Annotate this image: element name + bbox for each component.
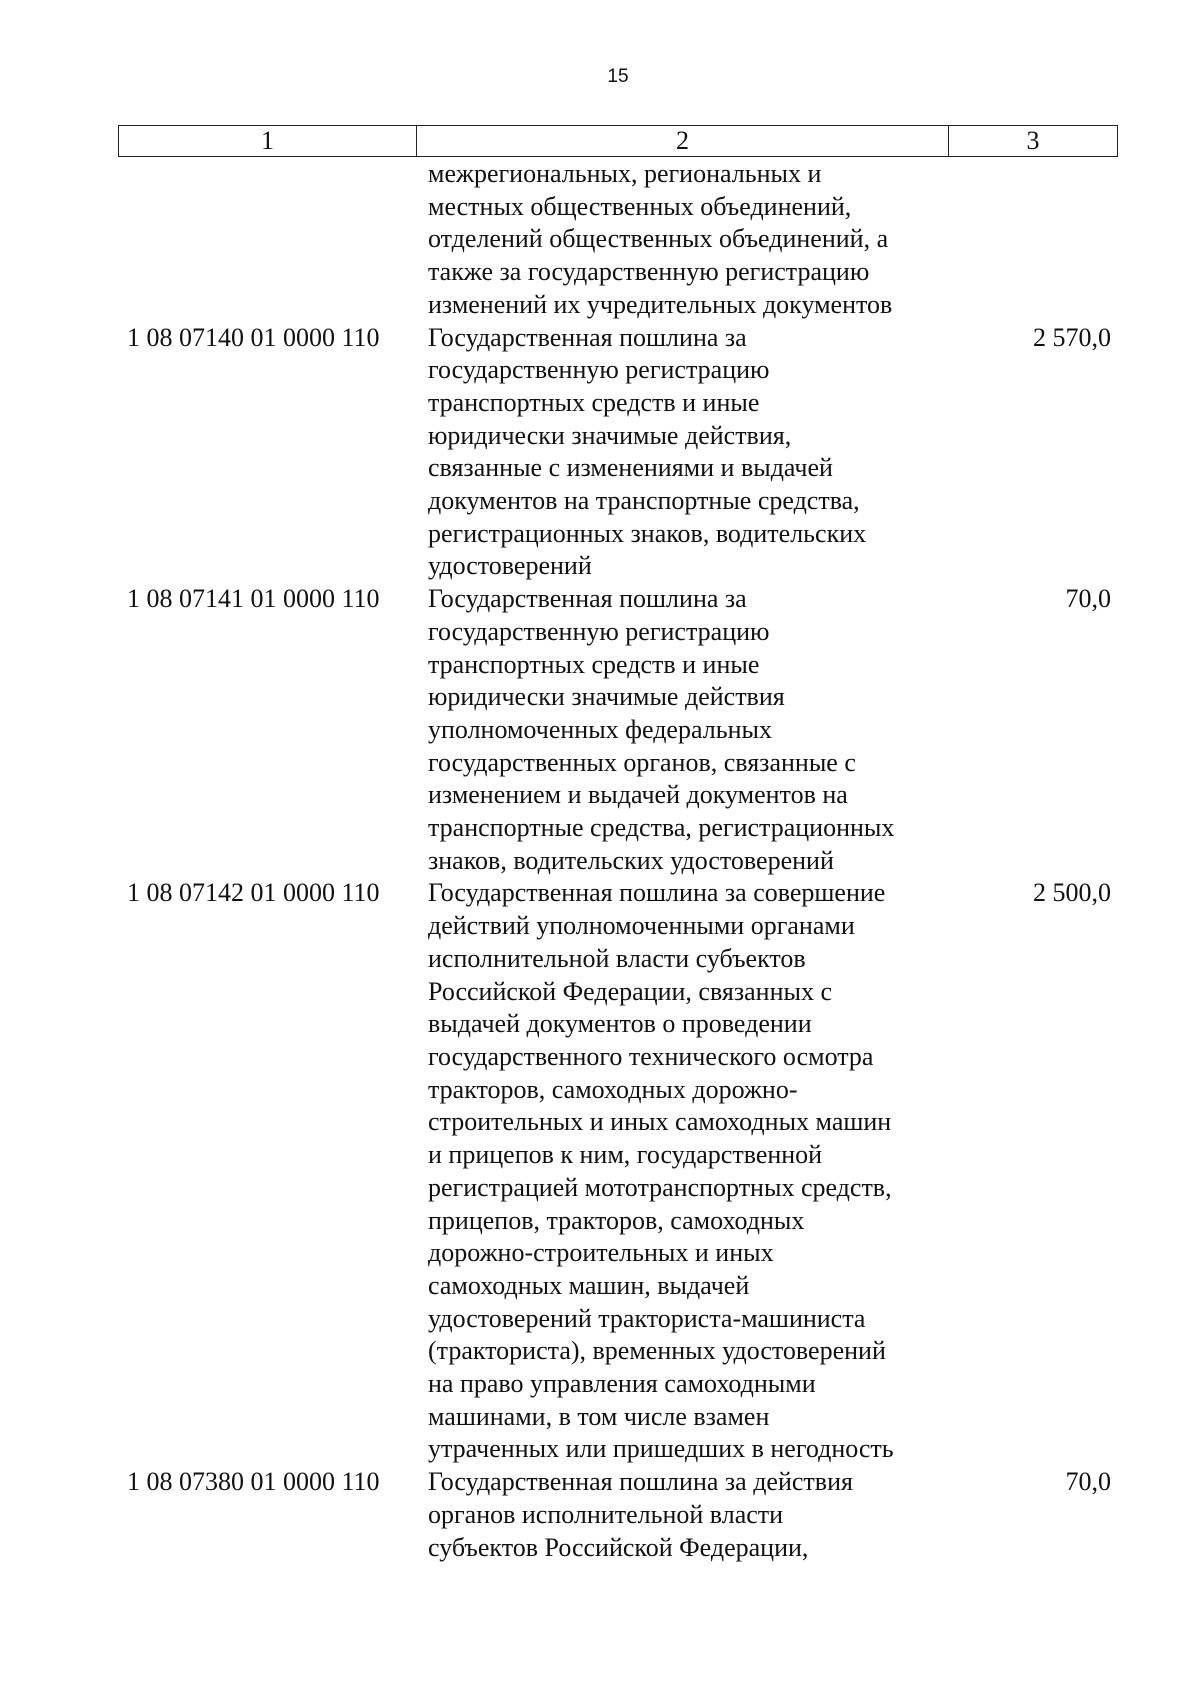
row-description: Государственная пошлина за государственную регистрацию транспортных средств и иные юридически значимые действия, связанные с изменениями и выдачей документов на транспортные средства, регистрационных знаков, водительских удостоверений [428, 322, 867, 581]
table-header [118, 125, 1118, 157]
row-description: Государственная пошлина за совершение действий уполномоченными органами исполнительной власти субъектов Российской Федерации, связанных с выдачей документов о проведении государственного технического осмотра тракторов, самоходных дорожно- строительных и иных самоходных машин и прицепов к ним, государственной регистрацией мототранспортных средств, прицепов, тракторов, самоходных дорожно-строительных и иных самоходных машин, выдачей удостоверений тракториста-машиниста (тракториста), временных удостоверений на право управления самоходными машинами, в том числе взамен утраченных или пришедших в негодность [428, 878, 894, 1464]
table-row [0, 877, 1200, 1466]
header-col-2: 2 [417, 126, 949, 156]
table-body [0, 158, 1200, 1564]
table-row [0, 583, 1200, 877]
row-code: 1 08 07142 01 0000 110 [127, 878, 380, 908]
row-code: 1 08 07141 01 0000 110 [127, 584, 380, 614]
row-amount: 70,0 [1065, 1467, 1111, 1497]
row-description: Государственная пошлина за государственную регистрацию транспортных средств и иные юридически значимые действия уполномоченных федеральных государственных органов, связанные с изменением и выдачей документов на транспортные средства, регистрационных знаков, водительских удостоверений [428, 584, 895, 875]
row-amount: 2 570,0 [1033, 322, 1111, 352]
header-col-1: 1 [119, 126, 417, 156]
row-amount: 2 500,0 [1033, 878, 1111, 908]
row-description: Государственная пошлина за действия органов исполнительной власти субъектов Российской Федерации, [428, 1467, 853, 1562]
page-number: 15 [607, 66, 629, 87]
row-code: 1 08 07140 01 0000 110 [127, 322, 380, 352]
row-code: 1 08 07380 01 0000 110 [127, 1467, 380, 1497]
row-description: межрегиональных, региональных и местных общественных объединений, отделений общественных объединений, а также за государственную регистрацию изменений их учредительных документов [428, 159, 893, 319]
table-row [0, 1466, 1200, 1564]
table-row [0, 322, 1200, 584]
row-amount: 70,0 [1065, 584, 1111, 614]
table-row [0, 158, 1200, 322]
header-col-3: 3 [1026, 126, 1040, 155]
